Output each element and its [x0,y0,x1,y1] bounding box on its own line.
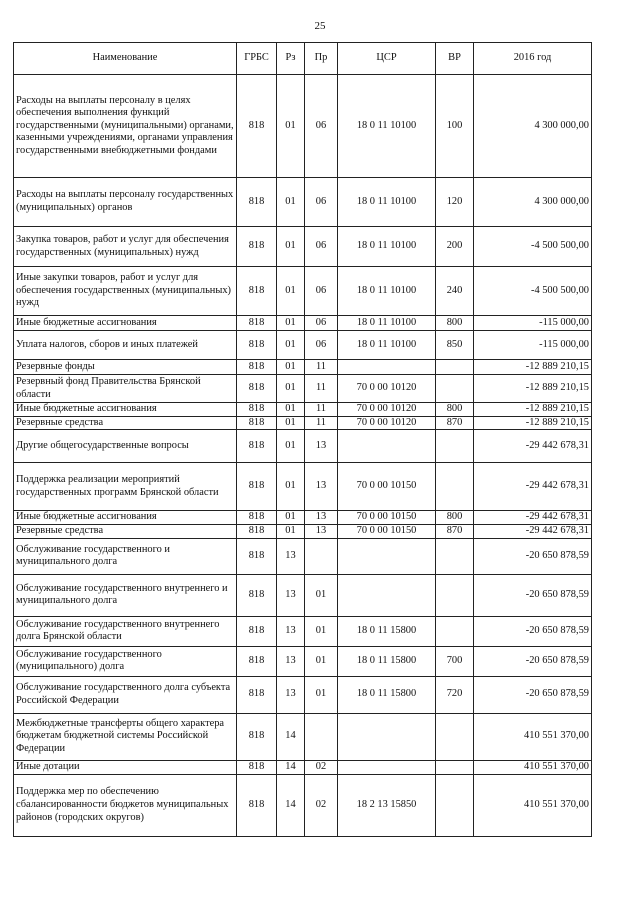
cell-pr: 06 [305,178,338,227]
cell-vr: 800 [436,511,474,525]
cell-name: Резервный фонд Правительства Брянской области [14,375,237,403]
cell-csr [338,430,436,463]
cell-rz: 13 [277,616,305,646]
cell-name: Резервные фонды [14,360,237,375]
cell-csr [338,538,436,574]
cell-rz: 01 [277,511,305,525]
cell-csr: 18 0 11 10100 [338,227,436,267]
cell-vr: 120 [436,178,474,227]
table-row [14,75,592,178]
cell-vr: 100 [436,75,474,178]
cell-vr [436,375,474,403]
cell-csr: 70 0 00 10150 [338,525,436,539]
cell-vr: 700 [436,646,474,676]
cell-rz: 01 [277,75,305,178]
table-row [14,375,592,403]
table-row [14,676,592,713]
cell-rz: 01 [277,375,305,403]
cell-grbs: 818 [237,227,277,267]
col-header-vr: ВР [436,43,474,75]
table-row [14,774,592,836]
cell-name: Обслуживание государственного внутреннего и муниципального долга [14,574,237,616]
cell-pr: 11 [305,403,338,417]
table-row [14,316,592,331]
cell-rz: 01 [277,227,305,267]
cell-rz: 01 [277,463,305,511]
cell-pr: 13 [305,511,338,525]
cell-pr: 06 [305,331,338,360]
cell-pr: 11 [305,416,338,430]
page-number: 25 [314,20,326,32]
cell-csr: 18 0 11 15800 [338,676,436,713]
cell-vr: 870 [436,416,474,430]
cell-name: Расходы на выплаты персоналу в целях обеспечения выполнения функций государственными (муниципальными) органами, казенными учреждениями, органами управления государственными внебюджетными фондами [14,75,237,178]
cell-vr [436,360,474,375]
cell-pr [305,713,338,760]
table-row [14,713,592,760]
table-row [14,331,592,360]
cell-amount: -115 000,00 [474,331,592,360]
cell-pr: 02 [305,774,338,836]
cell-pr: 13 [305,525,338,539]
cell-grbs: 818 [237,713,277,760]
cell-name: Иные бюджетные ассигнования [14,403,237,417]
cell-amount: 4 300 000,00 [474,75,592,178]
cell-vr: 720 [436,676,474,713]
cell-rz: 13 [277,676,305,713]
table-row [14,403,592,417]
cell-pr: 11 [305,375,338,403]
cell-grbs: 818 [237,774,277,836]
cell-pr: 13 [305,430,338,463]
table-row [14,416,592,430]
budget-table [13,42,592,837]
cell-amount: -4 500 500,00 [474,227,592,267]
table-row [14,538,592,574]
cell-grbs: 818 [237,403,277,417]
cell-name: Закупка товаров, работ и услуг для обеспечения государственных (муниципальных) нужд [14,227,237,267]
cell-csr: 18 0 11 10100 [338,178,436,227]
table-row [14,178,592,227]
cell-name: Иные дотации [14,760,237,774]
cell-amount: -20 650 878,59 [474,574,592,616]
cell-csr: 18 0 11 15800 [338,646,436,676]
cell-grbs: 818 [237,525,277,539]
cell-rz: 13 [277,646,305,676]
col-header-csr: ЦСР [338,43,436,75]
cell-vr [436,463,474,511]
table-row [14,227,592,267]
cell-amount: -29 442 678,31 [474,525,592,539]
cell-vr [436,574,474,616]
cell-grbs: 818 [237,316,277,331]
cell-name: Обслуживание государственного внутреннего долга Брянской области [14,616,237,646]
cell-name: Обслуживание государственного и муниципального долга [14,538,237,574]
cell-pr: 02 [305,760,338,774]
cell-csr: 18 0 11 10100 [338,316,436,331]
col-header-rz: Рз [277,43,305,75]
cell-csr: 70 0 00 10150 [338,511,436,525]
cell-amount: -20 650 878,59 [474,538,592,574]
cell-grbs: 818 [237,676,277,713]
cell-pr: 11 [305,360,338,375]
cell-rz: 13 [277,538,305,574]
cell-rz: 01 [277,430,305,463]
cell-vr [436,538,474,574]
cell-csr: 18 2 13 15850 [338,774,436,836]
cell-name: Иные закупки товаров, работ и услуг для обеспечения государственных (муниципальных) нужд [14,267,237,316]
cell-amount: -12 889 210,15 [474,416,592,430]
table-row [14,430,592,463]
cell-amount: 410 551 370,00 [474,774,592,836]
table-row [14,360,592,375]
cell-name: Поддержка реализации мероприятий государственных программ Брянской области [14,463,237,511]
col-header-grbs: ГРБС [237,43,277,75]
table-row [14,760,592,774]
cell-amount: -29 442 678,31 [474,463,592,511]
cell-vr: 200 [436,227,474,267]
cell-vr: 240 [436,267,474,316]
col-header-amount: 2016 год [474,43,592,75]
cell-amount: 410 551 370,00 [474,760,592,774]
cell-pr: 06 [305,316,338,331]
cell-csr [338,574,436,616]
cell-name: Обслуживание государственного (муниципального) долга [14,646,237,676]
col-header-name: Наименование [14,43,237,75]
table-row [14,646,592,676]
cell-pr: 06 [305,267,338,316]
cell-name: Иные бюджетные ассигнования [14,511,237,525]
cell-grbs: 818 [237,646,277,676]
cell-rz: 14 [277,760,305,774]
cell-vr: 870 [436,525,474,539]
cell-rz: 01 [277,360,305,375]
cell-name: Межбюджетные трансферты общего характера бюджетам бюджетной системы Российской Федерации [14,713,237,760]
cell-pr: 13 [305,463,338,511]
cell-csr [338,360,436,375]
table-row [14,267,592,316]
cell-rz: 01 [277,525,305,539]
col-header-pr: Пр [305,43,338,75]
cell-vr: 800 [436,403,474,417]
table-body [14,75,592,837]
cell-grbs: 818 [237,178,277,227]
cell-pr: 06 [305,75,338,178]
cell-amount: -29 442 678,31 [474,430,592,463]
cell-rz: 01 [277,316,305,331]
cell-grbs: 818 [237,760,277,774]
cell-csr: 70 0 00 10120 [338,403,436,417]
cell-pr: 01 [305,616,338,646]
cell-vr [436,760,474,774]
cell-amount: -12 889 210,15 [474,360,592,375]
cell-pr: 01 [305,574,338,616]
cell-grbs: 818 [237,360,277,375]
header-row [14,43,592,75]
cell-name: Резервные средства [14,525,237,539]
cell-csr [338,760,436,774]
cell-rz: 01 [277,416,305,430]
cell-amount: -20 650 878,59 [474,646,592,676]
cell-pr [305,538,338,574]
cell-vr [436,616,474,646]
cell-grbs: 818 [237,463,277,511]
cell-vr [436,430,474,463]
table-row [14,463,592,511]
cell-csr: 18 0 11 15800 [338,616,436,646]
cell-name: Поддержка мер по обеспечению сбалансированности бюджетов муниципальных районов (городских округов) [14,774,237,836]
cell-csr [338,713,436,760]
table-row [14,574,592,616]
cell-rz: 13 [277,574,305,616]
cell-grbs: 818 [237,511,277,525]
cell-csr: 18 0 11 10100 [338,331,436,360]
cell-name: Расходы на выплаты персоналу государственных (муниципальных) органов [14,178,237,227]
cell-pr: 01 [305,676,338,713]
cell-vr [436,774,474,836]
cell-grbs: 818 [237,331,277,360]
cell-csr: 18 0 11 10100 [338,267,436,316]
cell-amount: -20 650 878,59 [474,616,592,646]
cell-csr: 70 0 00 10150 [338,463,436,511]
cell-grbs: 818 [237,375,277,403]
cell-rz: 01 [277,267,305,316]
cell-vr: 800 [436,316,474,331]
cell-rz: 14 [277,713,305,760]
cell-csr: 70 0 00 10120 [338,375,436,403]
table-row [14,616,592,646]
cell-grbs: 818 [237,75,277,178]
table-row [14,511,592,525]
cell-amount: 410 551 370,00 [474,713,592,760]
cell-rz: 01 [277,403,305,417]
cell-name: Уплата налогов, сборов и иных платежей [14,331,237,360]
cell-rz: 01 [277,178,305,227]
cell-rz: 01 [277,331,305,360]
cell-name: Резервные средства [14,416,237,430]
cell-amount: -4 500 500,00 [474,267,592,316]
cell-amount: -29 442 678,31 [474,511,592,525]
cell-pr: 06 [305,227,338,267]
cell-grbs: 818 [237,430,277,463]
cell-grbs: 818 [237,616,277,646]
cell-csr: 70 0 00 10120 [338,416,436,430]
cell-csr: 18 0 11 10100 [338,75,436,178]
cell-amount: -20 650 878,59 [474,676,592,713]
cell-amount: -12 889 210,15 [474,375,592,403]
cell-vr [436,713,474,760]
table-row [14,525,592,539]
cell-amount: -12 889 210,15 [474,403,592,417]
cell-vr: 850 [436,331,474,360]
cell-amount: 4 300 000,00 [474,178,592,227]
cell-rz: 14 [277,774,305,836]
cell-amount: -115 000,00 [474,316,592,331]
cell-grbs: 818 [237,574,277,616]
cell-name: Иные бюджетные ассигнования [14,316,237,331]
cell-grbs: 818 [237,267,277,316]
cell-pr: 01 [305,646,338,676]
cell-name: Обслуживание государственного долга субъекта Российской Федерации [14,676,237,713]
cell-name: Другие общегосударственные вопросы [14,430,237,463]
cell-grbs: 818 [237,416,277,430]
cell-grbs: 818 [237,538,277,574]
